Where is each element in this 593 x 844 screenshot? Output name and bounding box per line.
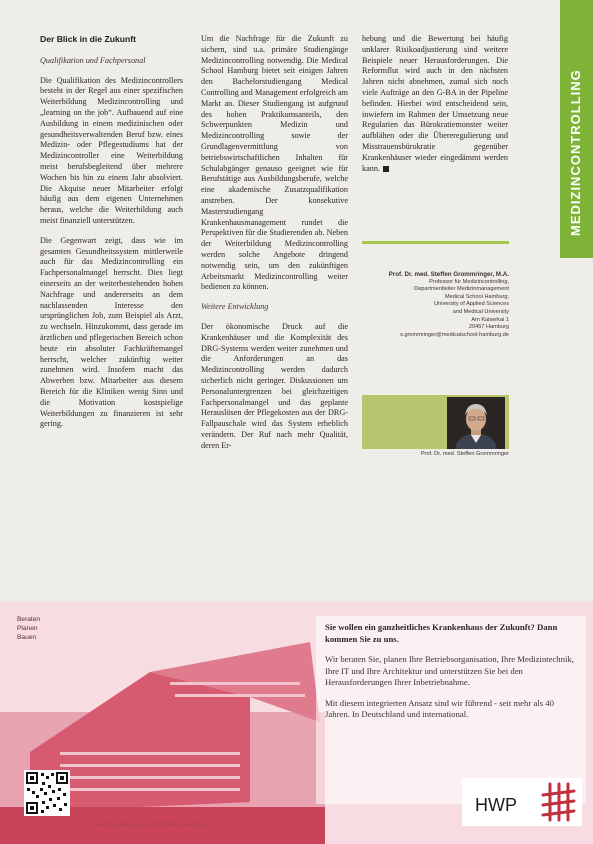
- section-heading: Der Blick in die Zukunft: [40, 34, 136, 44]
- ad-step: Planen: [17, 625, 38, 632]
- paragraph: Die Gegenwart zeigt, dass wie im gesamten Gesundheitssystem mittlerweile auch für das Medizincontrolling ein Fachpersonalmangel herrscht. Dies liegt einerseits an der weiterbestehenden hohen Nachfrage und andererseits an dem nachlassenden Interesse den ursprünglichen Job, zum Beispiel als Arzt, zu wechseln. Hinzukommt, dass gerade im ärztlichen und pflegerischen Bereich schon heute ein absoluter Fachkräftemangel herrscht, welcher zukünftig weiter zunehmen wird. Insofern macht das Abwerben bzw. Mitarbeiter aus diesem Bereich für die Kliniken wenig Sinn und die Motivation kostspielige Weiterbildungen zu finanzieren ist sehr gering.: [40, 235, 183, 429]
- author-line: Departmentleiter Medizinmanagement: [414, 286, 509, 293]
- paragraph: Der ökonomische Druck auf die Krankenhäuser und die Komplexität des DRG-Systems werden weiter zunehmen und die Anforderungen an das Medizincontrolling werden dadurch sicherlich nicht geringer. Diskussionen um Personaluntergrenzen bei gleichzeitigen Fachpersonalmangel und das geplante Herauslösen der Pflegekosten aus der DRG-Fallpauschale wird das System erheblich verändern. Der Ruf nach mehr Qualität, deren Er-: [201, 321, 348, 450]
- green-divider: [362, 241, 509, 244]
- column-1: [40, 34, 183, 439]
- ad-paragraph: Mit diesem integrierten Ansatz sind wir führend - seit mehr als 40 Jahren. In Deutschland und international.: [325, 697, 554, 719]
- subheading-entwicklung: Weitere Entwicklung: [201, 302, 269, 312]
- author-line: Am Kaiserkai 1: [471, 316, 509, 323]
- author-email: s.grommringer@medicalschool-hamburg.de: [400, 331, 509, 338]
- ad-copy: [325, 622, 577, 730]
- author-line: Medical School Hamburg,: [444, 293, 509, 300]
- hwp-logo-text: HWP: [475, 795, 517, 815]
- paragraph: Um die Nachfrage für die Zukunft zu sichern, sind u.a. primäre Studiengänge Medizincontrolling notwendig. Die Medical School Hamburg bietet seit einigen Jahren den Bachelorstudiengang Medical Controlling and Management erfolgreich am Markt an. Dieser Studiengang ist aufgrund des hohen Praktikumsanteils, den Schwerpunkten Medizin und Medizincontrolling sowie der Grundlagenvermittlung von betriebswirtschaftlichen Inhalten für Schulabgänger genauso geeignet wie für Berufstätige aus Ausbildungsberufe, welche eine akademische Zusatzqualifikation anstreben. Der konsekutive Masterstudiengang Krankenhausmanagement rundet die Perspektiven für die Studierenden ab. Neben der Weiterbildung Medizincontrolling werden solche Angebote dringend notwendig sein, um den zukünftigen Arbeitsmarkt Medizincontrolling weiter bedienen zu können.: [201, 34, 348, 292]
- portrait-illustration: [447, 397, 505, 449]
- ad-contact-line: www.hwp-planung.de · info@hwp-planung.de: [96, 822, 207, 828]
- author-line: University of Applied Sciences: [434, 301, 509, 308]
- qr-code-icon: [24, 770, 70, 816]
- photo-caption: Prof. Dr. med. Steffen Grommringer: [420, 451, 509, 457]
- ad-step: Beraten: [17, 616, 41, 623]
- ad-steps: [17, 615, 40, 642]
- paragraph: [362, 34, 508, 174]
- author-line: Professor für Medizincontrolling,: [429, 278, 509, 285]
- end-of-article-mark: [383, 166, 389, 172]
- section-tab-label: MEDIZINCONTROLLING: [568, 69, 583, 236]
- paragraph: Die Qualifikation des Medizincontrollers besteht in der Regel aus einer spezifischen Weiterbildung Medizincontrolling und „learning on the job“. Aufbauend auf eine Ausbildung in einem medizinischen oder gesundheitsverwaltenden Beruf bzw. eines Medizin- oder Pflegestudiums hat der Medizincontroller eine Weiterbildung meist berufsbegleitend über mehrere Wochen bis hin zu einem Jahr absolviert. Die Akquise neuer Mitarbeiter erfolgt häufig aus dem eigenen Unternehmen heraus, welche die Weiterbildung auch meist finanziell unterstützen.: [40, 75, 183, 225]
- author-line: 20457 Hamburg: [468, 324, 509, 331]
- ad-paragraph: Wir beraten Sie, planen Ihre Betriebsorganisation, Ihre Medizintechnik, Ihre IT und Ihre Architektur und unterstützen Sie bei den Herausforderungen Ihrer Inbetriebnahme.: [325, 654, 574, 687]
- ad-step: Bauen: [17, 634, 37, 641]
- author-photo: [447, 397, 505, 449]
- column-3: [362, 34, 508, 183]
- column-2: [201, 34, 348, 460]
- ad-headline: Sie wollen ein ganzheitliches Krankenhaus der Zukunft? Dann kommen Sie zu uns.: [325, 622, 558, 644]
- hwp-logo-icon: [538, 781, 578, 823]
- author-box: [362, 271, 509, 339]
- qr-code[interactable]: [24, 770, 70, 816]
- author-name: Prof. Dr. med. Steffen Grommringer, M.A.: [388, 271, 509, 278]
- subheading-qualifikation: Qualifikation und Fachpersonal: [40, 55, 146, 65]
- paragraph-text: hebung und die Bewertung bei häufig unklarer Risikoadjustierung sind weitere Beispiele neuer Herausforderungen. Die Reformflut wird auch in den nächsten Jahren nicht abnehmen, zumal sich noch viele Aufträge an den G-BA in der Pipeline befinden. Hierbei wird entscheidend sein, inwiefern im Rahmen der Umsetzung neue Regularien das Bürokratiemonster weiter aufblähen oder die Übereregulierung und Misstrauensbürokratie gegenüber Krankenhäuser wieder eingedämmt werden kann.: [362, 34, 508, 173]
- author-line: and Medical University: [452, 308, 509, 315]
